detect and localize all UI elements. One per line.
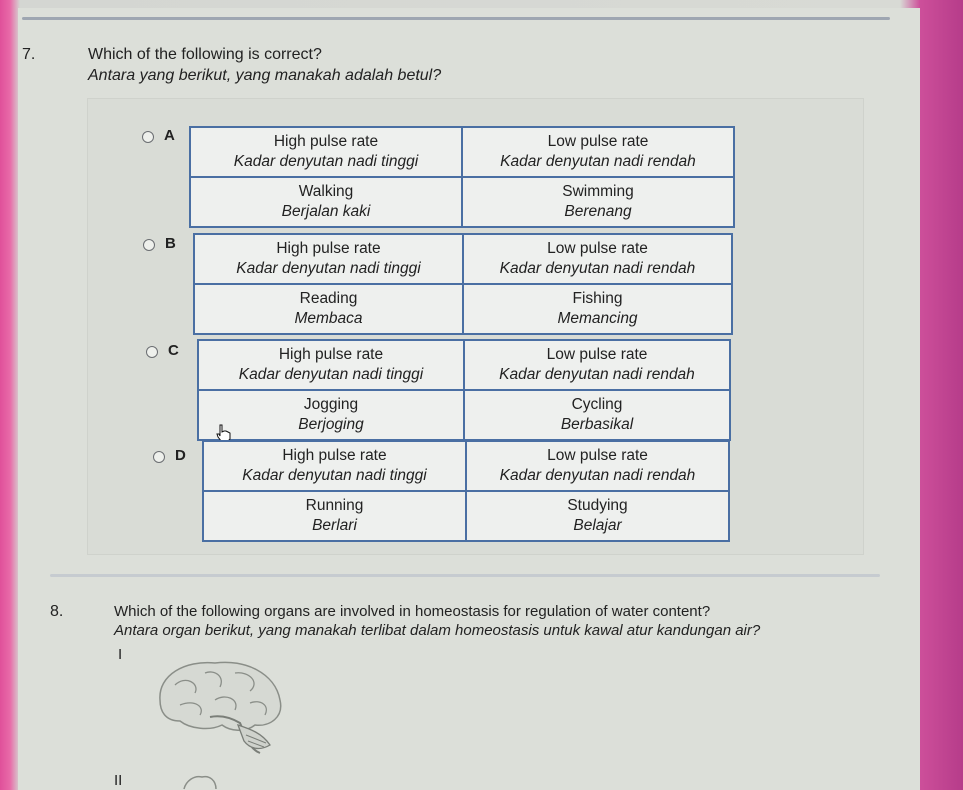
cell-text: Berbasikal [560,416,634,433]
cell-high-pulse [194,234,463,284]
q7-number: 7. [22,46,36,63]
table-row [203,441,729,491]
cell-activity-low [464,390,730,440]
cell-text: Berenang [564,203,632,220]
cell-text: High pulse rate [276,240,381,257]
cell-text: Kadar denyutan nadi tinggi [236,260,421,277]
cell-low-pulse [463,234,732,284]
cell-activity-low [466,491,729,541]
cell-text: High pulse rate [273,133,379,150]
q8-text-ms: Antara organ berikut, yang manakah terlibat dalam homeostasis untuk kawal atur kandungan air? [114,622,761,639]
table-row [198,390,730,440]
cell-activity-high [203,491,466,541]
cell-text: High pulse rate [278,346,384,363]
cell-text: Low pulse rate [547,240,648,257]
q7-text-ms: Antara yang berikut, yang manakah adalah betul? [88,67,442,84]
cell-text: Low pulse rate [547,447,648,464]
cell-text: Kadar denyutan nadi rendah [499,366,695,383]
option-c-letter: C [168,342,179,359]
cell-activity-high [194,284,463,334]
organ-image-2-icon [180,773,220,790]
cell-text: Berlari [312,517,357,534]
cell-text: Kadar denyutan nadi tinggi [242,467,427,484]
cell-text: Low pulse rate [546,346,648,363]
table-row [190,177,734,227]
cell-text: Memancing [557,310,638,327]
option-d-table [202,440,730,542]
cell-text: Jogging [303,396,359,413]
cell-text: Kadar denyutan nadi tinggi [233,153,419,170]
cell-text: Low pulse rate [547,133,649,150]
q7-text-en: Which of the following is correct? [88,46,322,63]
cell-text: Cycling [571,396,623,413]
question-divider [50,574,880,577]
option-c-table [197,339,731,441]
top-divider [22,17,890,20]
table-row [194,284,732,334]
option-a-letter: A [164,127,175,144]
cell-text: Belajar [573,517,622,534]
cell-text: Kadar denyutan nadi rendah [499,467,696,484]
option-a-table [189,126,735,228]
cell-text: Studying [567,497,628,514]
option-d[interactable] [153,444,193,464]
cell-high-pulse [198,340,464,390]
roman-numeral-2: II [114,772,123,789]
option-c[interactable] [146,339,186,359]
cell-text: Swimming [562,183,634,200]
roman-numeral-1: I [118,646,123,663]
cell-low-pulse [466,441,729,491]
option-a[interactable] [142,124,182,144]
cell-text: Kadar denyutan nadi tinggi [238,366,424,383]
option-d-letter: D [175,447,186,464]
cell-low-pulse [462,127,734,177]
option-b[interactable] [143,232,183,252]
cell-high-pulse [203,441,466,491]
cell-activity-high [198,390,464,440]
table-row [203,491,729,541]
cell-activity-low [462,177,734,227]
option-a-radio[interactable] [142,131,154,143]
cell-text: Kadar denyutan nadi rendah [500,153,696,170]
table-row [190,127,734,177]
cell-text: Berjalan kaki [281,203,371,220]
option-d-radio[interactable] [153,451,165,463]
table-row [198,340,730,390]
table-row [194,234,732,284]
cell-text: Walking [298,183,354,200]
cell-activity-low [463,284,732,334]
q8-text-en: Which of the following organs are involved in homeostasis for regulation of water content? [114,603,711,620]
cell-text: Membaca [294,310,363,327]
brain-icon [150,655,290,765]
cell-text: Kadar denyutan nadi rendah [499,260,696,277]
option-b-table [193,233,733,335]
cell-low-pulse [464,340,730,390]
cell-text: High pulse rate [282,447,387,464]
option-b-letter: B [165,235,176,252]
cell-high-pulse [190,127,462,177]
cell-text: Fishing [572,290,623,307]
cell-text: Running [305,497,364,514]
q8-number: 8. [50,603,64,620]
cell-activity-high [190,177,462,227]
option-c-radio[interactable] [146,346,158,358]
option-b-radio[interactable] [143,239,155,251]
cell-text: Berjoging [298,416,364,433]
cell-text: Reading [299,290,358,307]
